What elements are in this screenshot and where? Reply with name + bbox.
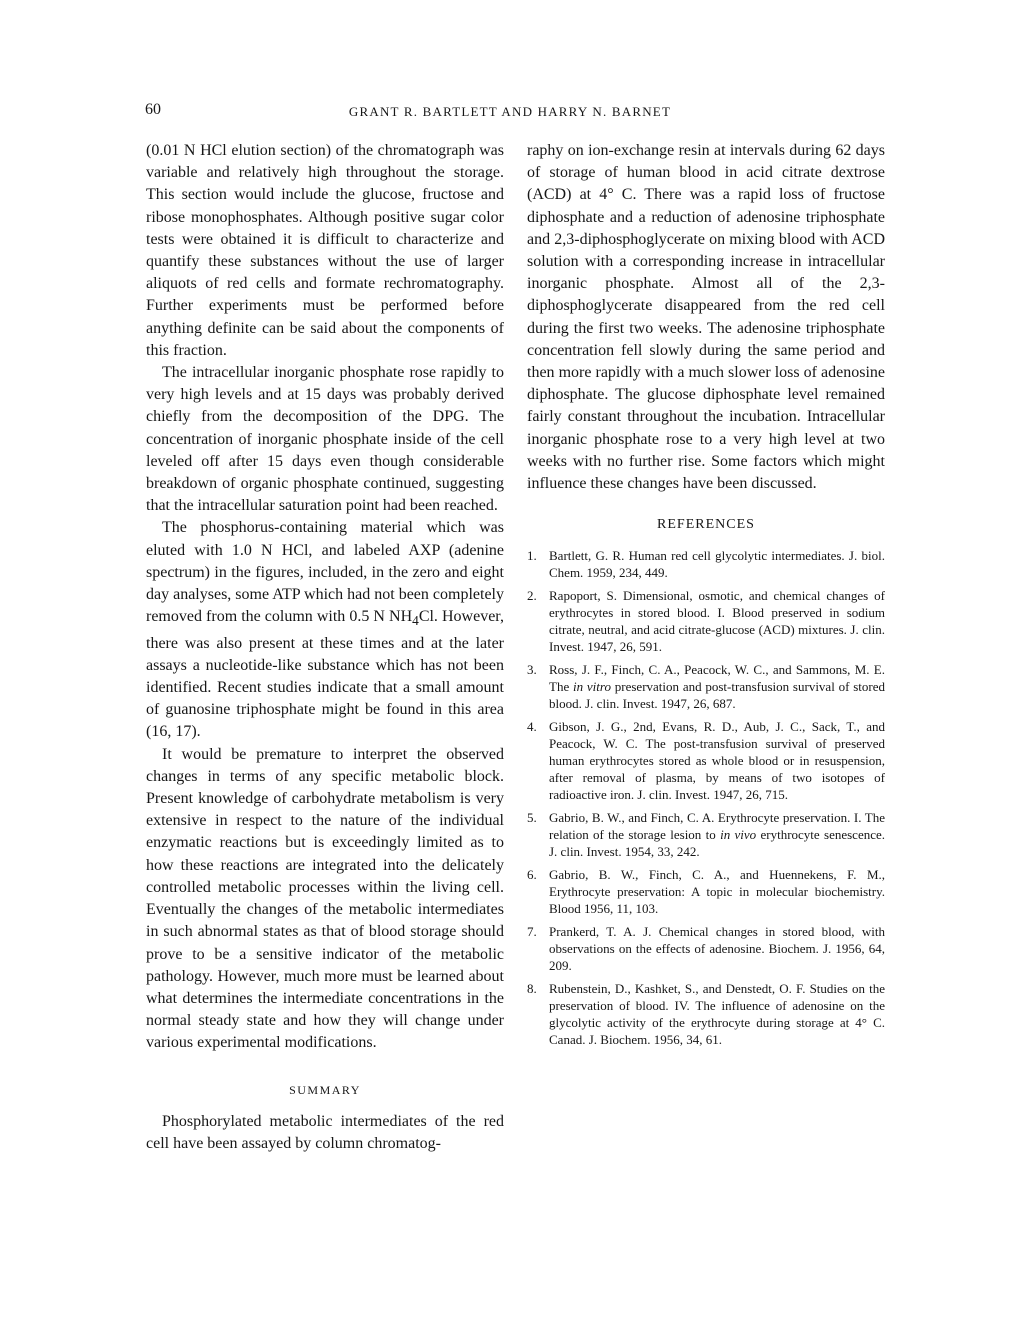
paragraph: (0.01 N HCl elution section) of the chromatograph was variable and relatively high throughout the storage. This section would include the glucose, fructose and ribose monophosphates. Although positive sugar color tests were obtained it is difficult to characterize and quantify these substances without the use of larger aliquots of red cells and formate rechromatography. Further experiments must be performed before anything definite can be said about the components of this fraction. bbox=[146, 142, 504, 359]
paragraph: It would be premature to interpret the observed changes in terms of any specific metabolic block. Present knowledge of carbohydrate metabolism is very extensive in respect to the nature of the individual enzymatic reactions but is exceedingly limited as to how these reactions are integrated into the delicately controlled metabolic processes within the living cell. Eventually the changes of the metabolic intermediates in such abnormal states as that of blood storage should prove to be a sensitive indicator of the metabolic pathology. However, much more must be learned about what determines the intermediate concentrations in the normal steady state and how they will change under various experimental modifications. bbox=[146, 745, 504, 1052]
reference-text: preservation and post-transfusion survival of stored blood. J. clin. Invest. 1947, 26, 687. bbox=[549, 679, 885, 712]
reference-text: Bartlett, G. R. Human red cell glycolytic intermediates. J. biol. Chem. 1959, 234, 449. bbox=[549, 548, 885, 581]
reference-number: 2. bbox=[527, 588, 537, 604]
reference-item bbox=[527, 923, 885, 974]
reference-italic: in vivo bbox=[720, 827, 757, 843]
paragraph-text: Cl. However, there was also present at these times and at the later assays a nucleotide-like substance which has not been identified. Recent studies indicate that a small amount of guanosine triphosphate might be found in this area (16, 17). bbox=[146, 608, 504, 741]
paragraph bbox=[146, 517, 504, 743]
reference-text: Gibson, J. G., 2nd, Evans, R. D., Aub, J. C., Sack, T., and Peacock, W. C. The post-transfusion survival of preserved human erythrocytes stored as whole blood or in resuspension, after removal of plasma, by means of two isotopes of radioactive iron. J. clin. Invest. 1947, 26, 715. bbox=[549, 719, 885, 803]
reference-text: Gabrio, B. W., Finch, C. A., and Huennekens, F. M., Erythrocyte preservation: A topic in molecular biochemistry. Blood 1956, 11, 103. bbox=[549, 867, 885, 917]
reference-number: 5. bbox=[527, 810, 537, 826]
summary-heading: SUMMARY bbox=[289, 1082, 361, 1097]
reference-text: Ross, J. F., Finch, C. A., Peacock, W. C., and Sammons, M. E. The bbox=[549, 662, 885, 695]
running-head: GRANT R. BARTLETT AND HARRY N. BARNET bbox=[348, 104, 672, 119]
reference-number: 4. bbox=[527, 719, 537, 735]
reference-item bbox=[527, 661, 885, 712]
summary-continued: raphy on ion-exchange resin at intervals during 62 days of storage of human blood in acid citrate dextrose (ACD) at 4° C. There was a rapid loss of fructose diphosphate and a reduction of adenosine triphosphate and 2,3-diphosphoglycerate on mixing blood with ACD solution with a corresponding increase in intracellular inorganic phosphate. Almost all of the 2,3-diphosphoglycerate disappeared from the red cell during the first two weeks. The adenosine triphosphate concentration fell slowly during the same period and then more rapidly with a much slower loss of adenosine diphosphate. The glucose diphosphate level remained fairly constant throughout the incubation. Intracellular inorganic phosphate rose to a very high level at two weeks with no further rise. Some factors which might influence these changes have been discussed. bbox=[527, 142, 885, 493]
reference-number: 6. bbox=[527, 867, 537, 883]
reference-number: 8. bbox=[527, 981, 537, 997]
page-number: 60 bbox=[145, 101, 161, 118]
references-list bbox=[527, 547, 885, 1048]
right-column bbox=[527, 140, 885, 1054]
reference-text: Rapoport, S. Dimensional, osmotic, and chemical changes of erythrocytes in stored blood. I. Blood preserved in sodium citrate, neutral, and acid citrate-glucose (ACD) mixtures. J. clin. Invest. 1947, 26, 591. bbox=[549, 588, 885, 655]
paragraph: The intracellular inorganic phosphate rose rapidly to very high levels and at 15 days was probably derived chiefly from the decomposition of the DPG. The concentration of inorganic phosphate inside of the cell leveled off after 15 days even though considerable breakdown of organic phosphate continued, suggesting that the intracellular saturation point had been reached. bbox=[146, 364, 504, 515]
reference-number: 1. bbox=[527, 548, 537, 564]
reference-text: Gabrio, B. W., and Finch, C. A. Erythrocyte preservation. I. The relation of the storage lesion to bbox=[549, 810, 885, 843]
summary-paragraph: Phosphorylated metabolic intermediates of the red cell have been assayed by column chromatog- bbox=[146, 1112, 504, 1152]
left-column bbox=[146, 140, 504, 1155]
reference-item bbox=[527, 809, 885, 860]
reference-number: 3. bbox=[527, 662, 537, 678]
reference-item bbox=[527, 718, 885, 803]
reference-italic: in vitro bbox=[573, 679, 611, 695]
reference-number: 7. bbox=[527, 924, 537, 940]
reference-item bbox=[527, 547, 885, 581]
reference-text: Prankerd, T. A. J. Chemical changes in stored blood, with observations on the effects of adenosine. Biochem. J. 1956, 64, 209. bbox=[549, 924, 885, 974]
reference-item bbox=[527, 980, 885, 1048]
reference-text: Rubenstein, D., Kashket, S., and Denstedt, O. F. Studies on the preservation of blood. IV. The influence of adenosine on the glycolytic activity of the erythrocyte during storage at 4° C. Canad. J. Biochem. 1956, 34, 61. bbox=[549, 981, 885, 1048]
reference-item bbox=[527, 587, 885, 655]
reference-text: erythrocyte senescence. J. clin. Invest. 1954, 33, 242. bbox=[549, 827, 886, 860]
reference-item bbox=[527, 866, 885, 917]
references-heading: REFERENCES bbox=[657, 517, 755, 533]
subscript: 4 bbox=[412, 613, 419, 629]
paragraph-text: The phosphorus-containing material which was eluted with 1.0 N HCl, and labeled AXP (adenine spectrum) in the figures, included, in the zero and eight day analyses, some ATP which had not been completely removed from the column with 0.5 N NH bbox=[146, 519, 504, 626]
